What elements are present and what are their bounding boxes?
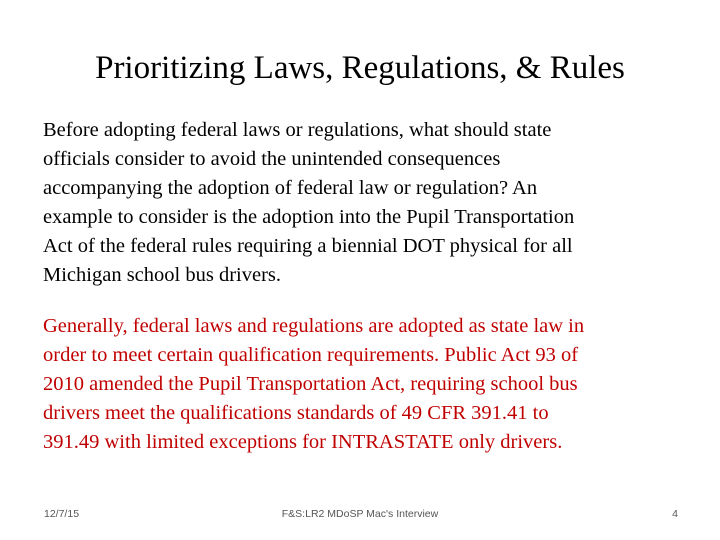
- paragraph-line: example to consider is the adoption into the Pupil Transportation: [43, 206, 575, 228]
- paragraph-line: drivers meet the qualifications standards of 49 CFR 391.41 to: [43, 402, 549, 424]
- footer-date: 12/7/15: [44, 508, 80, 520]
- paragraph-line: accompanying the adoption of federal law or regulation? An: [43, 177, 538, 199]
- paragraph-line: Before adopting federal laws or regulations, what should state: [43, 119, 552, 141]
- footer-text: F&S:LR2 MDoSP Mac's Interview: [281, 508, 439, 520]
- page-number: 4: [672, 508, 678, 520]
- paragraph-line: 2010 amended the Pupil Transportation Act, requiring school bus: [43, 373, 578, 395]
- paragraph-line: officials consider to avoid the unintended consequences: [43, 148, 501, 170]
- paragraph-line: Generally, federal laws and regulations are adopted as state law in: [43, 315, 585, 337]
- paragraph-line: order to meet certain qualification requirements. Public Act 93 of: [43, 344, 579, 366]
- body-paragraph-question: [43, 116, 691, 290]
- body-paragraph-answer: [43, 312, 691, 457]
- slide-title: Prioritizing Laws, Regulations, & Rules: [95, 50, 625, 86]
- paragraph-line: Act of the federal rules requiring a biennial DOT physical for all: [43, 235, 573, 257]
- paragraph-line: 391.49 with limited exceptions for INTRASTATE only drivers.: [43, 431, 563, 453]
- paragraph-line: Michigan school bus drivers.: [43, 264, 281, 286]
